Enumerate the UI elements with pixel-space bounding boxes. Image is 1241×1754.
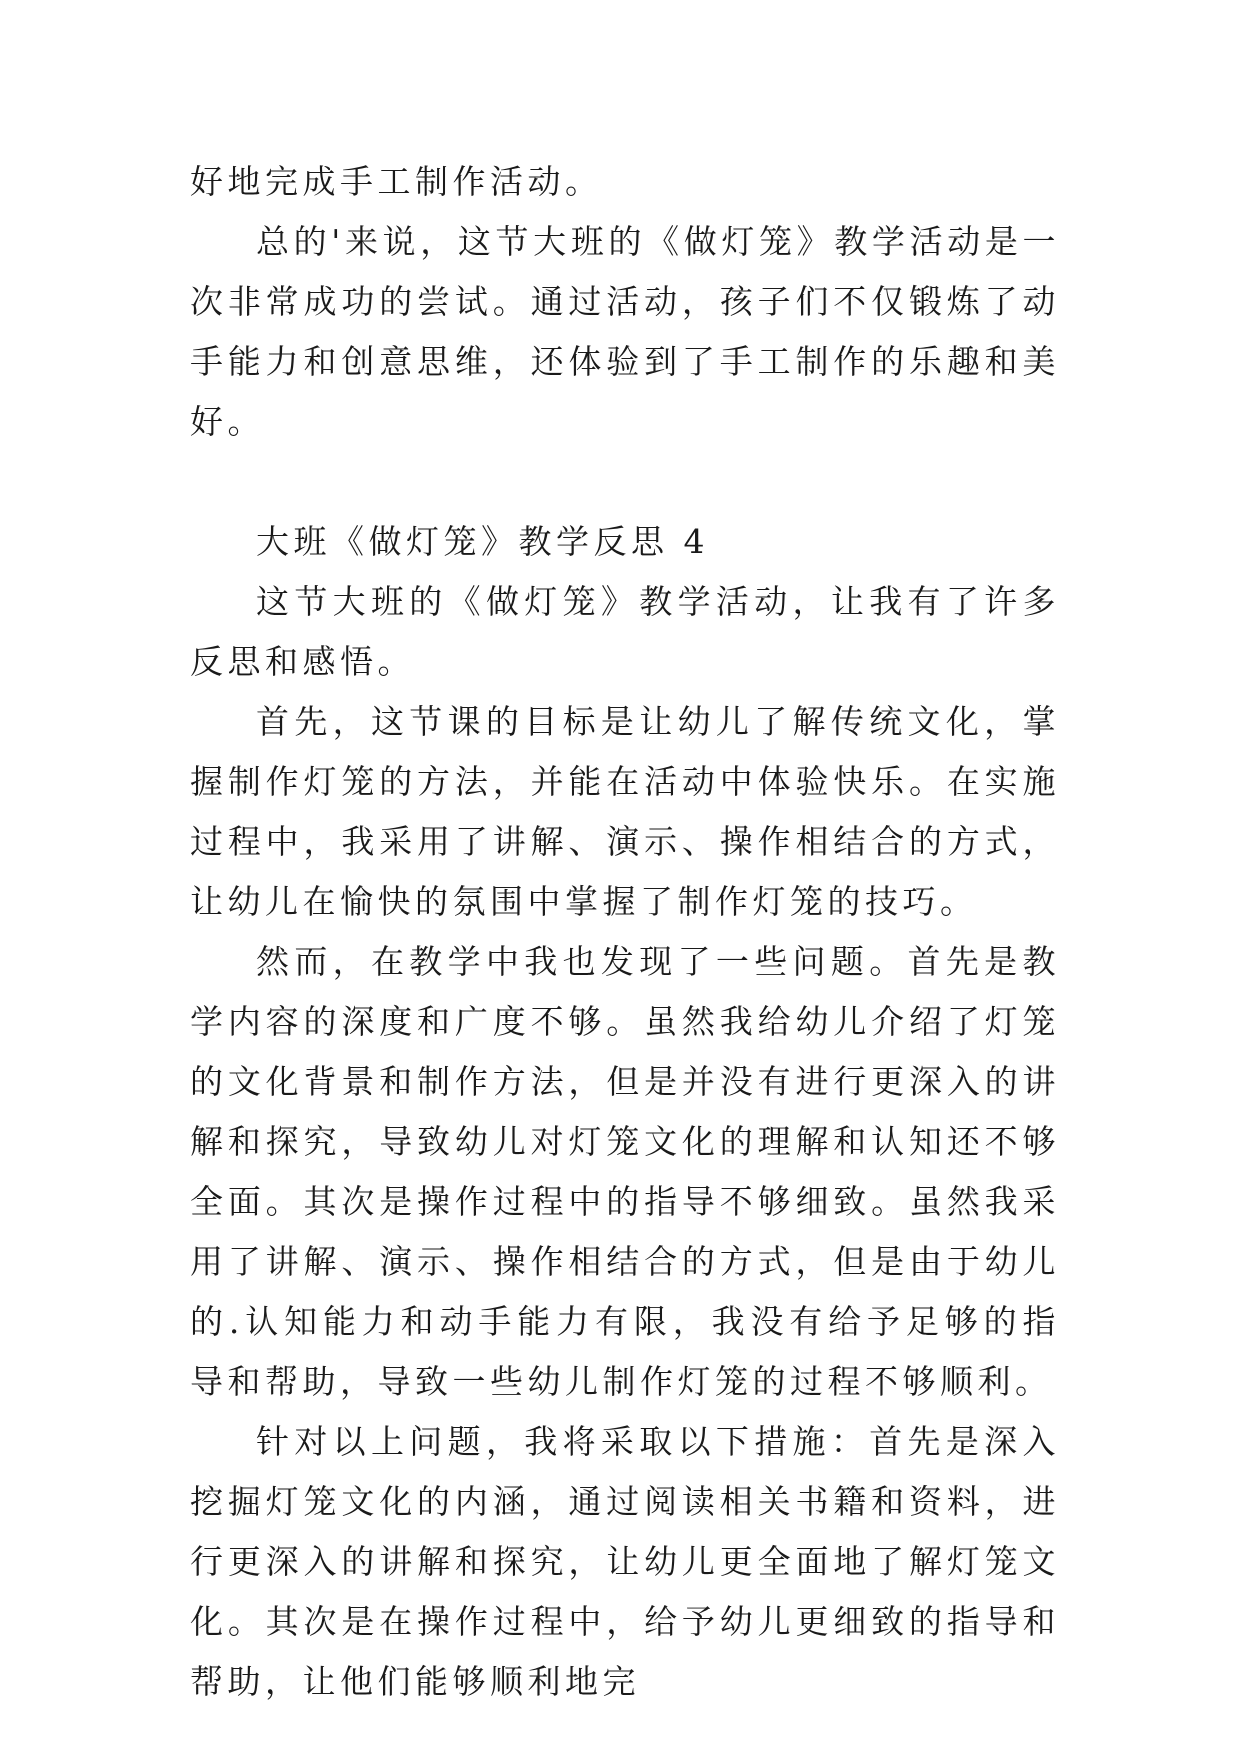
paragraph-problems: 然而，在教学中我也发现了一些问题。首先是教学内容的深度和广度不够。虽然我给幼儿介绍了灯笼的文化背景和制作方法，但是并没有进行更深入的讲解和探究，导致幼儿对灯笼文化的理解和认知还不够全面。其次是操作过程中的指导不够细致。虽然我采用了讲解、演示、操作相结合的方式，但是由于幼儿的.认知能力和动手能力有限，我没有给予足够的指导和帮助，导致一些幼儿制作灯笼的过程不够顺利。 <box>190 942 1060 1401</box>
paragraph-intro: 这节大班的《做灯笼》教学活动，让我有了许多反思和感悟。 <box>190 582 1060 681</box>
section-title: 大班《做灯笼》教学反思 4 <box>256 522 709 561</box>
paragraph-measures: 针对以上问题，我将采取以下措施：首先是深入挖掘灯笼文化的内涵，通过阅读相关书籍和资料，进行更深入的讲解和探究，让幼儿更全面地了解灯笼文化。其次是在操作过程中，给予幼儿更细致的指导和帮助，让他们能够顺利地完 <box>190 1422 1060 1701</box>
paragraph-continuation: 好地完成手工制作活动。 <box>190 162 603 201</box>
paragraph-goals: 首先，这节课的目标是让幼儿了解传统文化，掌握制作灯笼的方法，并能在活动中体验快乐。在实施过程中，我采用了讲解、演示、操作相结合的方式，让幼儿在愉快的氛围中掌握了制作灯笼的技巧。 <box>190 702 1060 921</box>
document-body <box>190 152 1060 1712</box>
paragraph-summary: 总的'来说，这节大班的《做灯笼》教学活动是一次非常成功的尝试。通过活动，孩子们不仅锻炼了动手能力和创意思维，还体验到了手工制作的乐趣和美好。 <box>190 222 1060 441</box>
